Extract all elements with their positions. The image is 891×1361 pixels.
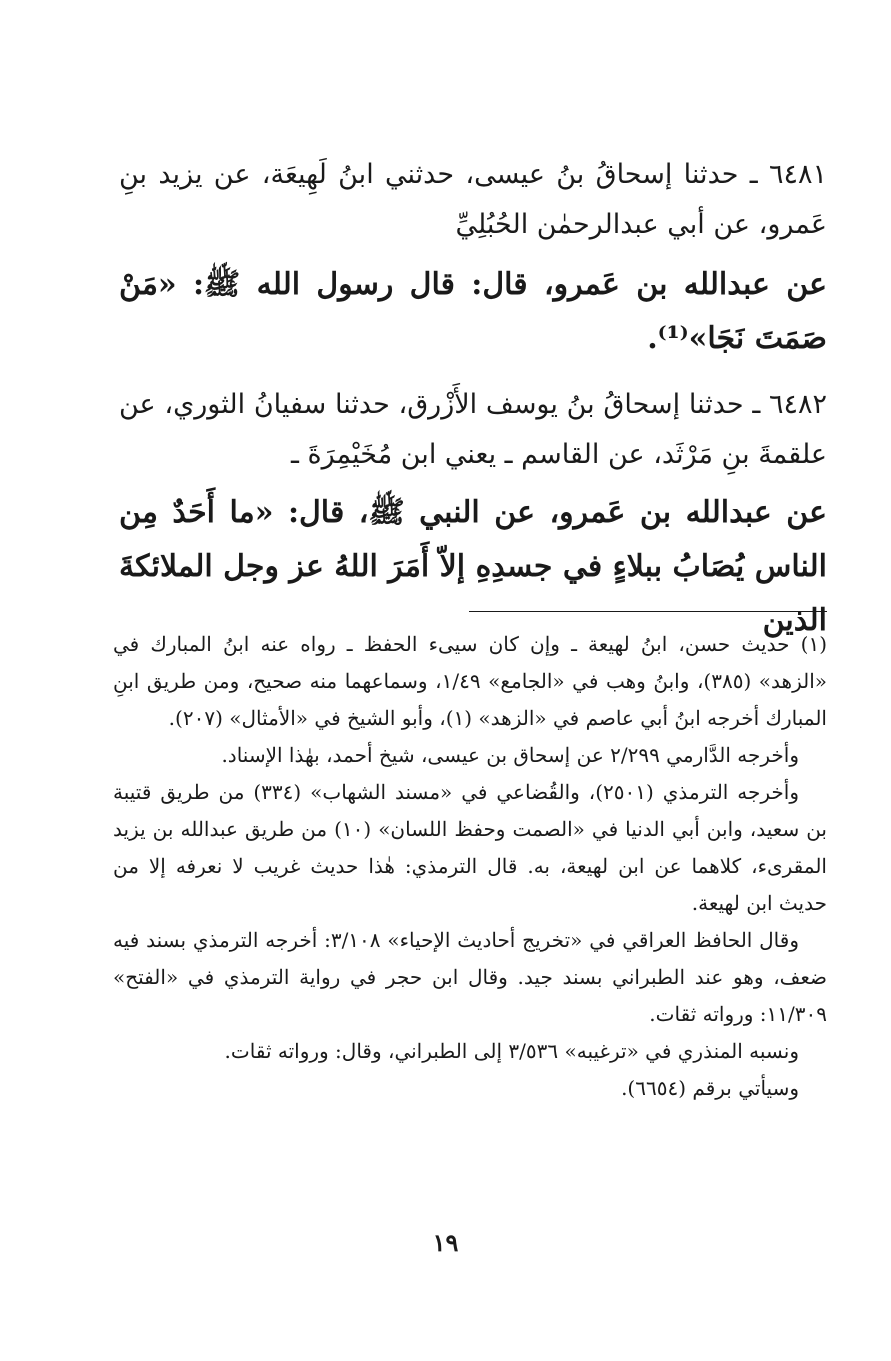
isnad-text: ٦٤٨١ ـ حدثنا إسحاقُ بنُ عيسى، حدثني ابنُ لَهِيعَة، عن يزيد بنِ عَمرو، عن أبي عبدالرحمٰن الحُبُلِيِّ	[119, 159, 827, 240]
footnote-paragraph: وأخرجه الترمذي (٢٥٠١)، والقُضاعي في «مسند الشهاب» (٣٣٤) من طريق قتيبة بن سعيد، وابن أبي الدنيا في «الصمت وحفظ اللسان» (١٠) من طريق عبدالله بن يزيد المقرىء، كلاهما عن ابن لهيعة، به. قال الترمذي: هٰذا حديث غريب لا نعرفه إلا من حديث ابن لهيعة.	[113, 780, 828, 915]
footnotes-section	[113, 626, 827, 1107]
footnote-paragraph: وأخرجه الدَّارمي ٢/٢٩٩ عن إسحاق بن عيسى، شيخ أحمد، بهٰذا الإسناد.	[221, 743, 799, 767]
hadith-6482-matn	[119, 486, 827, 648]
footnote-paragraph: وسيأتي برقم (٦٦٥٤).	[621, 1076, 799, 1100]
footnote-paragraph: وقال الحافظ العراقي في «تخريج أحاديث الإحياء» ٣/١٠٨: أخرجه الترمذي بسند فيه ضعف، وهو عند الطبراني بسند جيد. وقال ابن حجر في رواية الترمذي في «الفتح» ١١/٣٠٩: ورواته ثقات.	[113, 928, 827, 1026]
hadith-6481-matn	[119, 258, 827, 366]
isnad-text: ٦٤٨٢ ـ حدثنا إسحاقُ بنُ يوسف الأَزْرق، حدثنا سفيانُ الثوري، عن علقمةَ بنِ مَرْثَد، عن القاسم ـ يعني ابن مُخَيْمِرَةَ ـ	[119, 389, 827, 470]
hadith-6482-isnad	[119, 380, 827, 480]
matn-text: عن عبدالله بن عَمرو، قال: قال رسول الله ﷺ: «مَنْ صَمَتَ نَجَا»⁽¹⁾.	[119, 267, 827, 356]
footnote-divider	[469, 611, 827, 612]
page-number: ١٩	[432, 1228, 459, 1257]
footnote-paragraph: ونسبه المنذري في «ترغيبه» ٣/٥٣٦ إلى الطبراني، وقال: ورواته ثقات.	[224, 1039, 799, 1063]
footnote-1: (١) حديث حسن، ابنُ لهيعة ـ وإن كان سيىء الحفظ ـ رواه عنه ابنُ المبارك في «الزهد» (٣٨٥)، وابنُ وهب في «الجامع» ١/٤٩، وسماعهما منه صحيح، ومن طريق ابنِ المبارك أخرجه ابنُ أبي عاصم في «الزهد» (١)، وأبو الشيخ في «الأمثال» (٢٠٧).	[113, 632, 828, 730]
matn-text: عن عبدالله بن عَمرو، عن النبي ﷺ، قال: «ما أَحَدٌ مِن الناس يُصَابُ ببلاءٍ في جسدِهِ إلاّ أَمَرَ اللهُ عز وجل الملائكةَ الذين	[119, 495, 827, 638]
hadith-6481-isnad	[119, 150, 827, 250]
